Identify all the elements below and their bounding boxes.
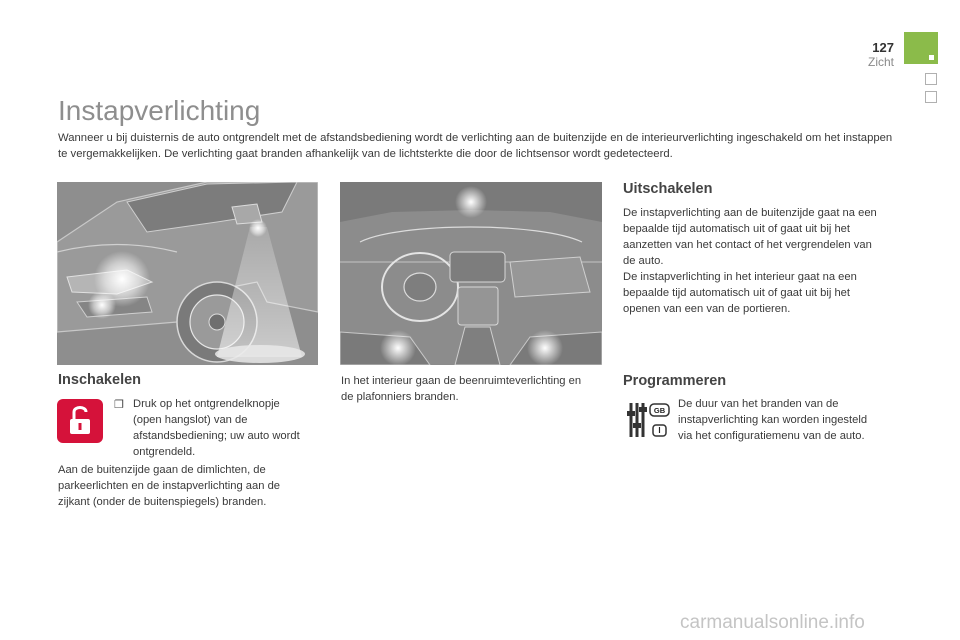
interior-body: In het interieur gaan de beenruimteverlichting en de plafonniers branden. <box>341 375 582 403</box>
watermark: carmanualsonline.info <box>680 612 865 633</box>
inschakelen-bullet-text: Druk op het ontgrendelknopje (open hangslot) van de afstandsbediening; uw auto wordt ontgrendeld. <box>133 398 300 458</box>
page-title: Instapverlichting <box>58 95 261 126</box>
programmeren-body: De duur van het branden van de instapverlichting kan worden ingesteld via het configuratiemenu van de auto. <box>678 398 868 442</box>
page-number: 127 <box>872 40 894 55</box>
gb-badge: GB <box>653 406 666 415</box>
exterior-lighting-illustration <box>57 182 318 365</box>
settings-sliders-icon <box>624 399 672 439</box>
interior-lighting-illustration <box>340 182 602 365</box>
chapter-tab-active[interactable] <box>904 32 938 64</box>
unlock-button-icon <box>57 399 103 443</box>
programmeren-heading: Programmeren <box>623 373 727 389</box>
info-badge: I <box>658 426 661 435</box>
uitschakelen-body-2: De instapverlichting in het interieur gaat na een bepaalde tijd automatisch uit of gaat uit bij het openen van een van de portieren. <box>623 271 857 315</box>
section-label: Zicht <box>867 55 894 69</box>
uitschakelen-heading: Uitschakelen <box>623 181 713 197</box>
inschakelen-heading: Inschakelen <box>58 372 142 388</box>
uitschakelen-body-1: De instapverlichting aan de buitenzijde gaat na een bepaalde tijd automatisch uit of gaat uit bij het aanzetten van het contact of het vergrendelen van de auto. <box>623 207 877 267</box>
chapter-tab[interactable] <box>925 73 937 85</box>
chapter-tab[interactable] <box>925 91 937 103</box>
bullet-marker: ❐ <box>114 399 124 411</box>
intro-paragraph: Wanneer u bij duisternis de auto ontgrendelt met de afstandsbediening wordt de verlichting aan de buitenzijde en de interieurverlichting ingeschakeld om het instappen te vergemakkelijken. De verlichting gaat branden afhankelijk van de lichtsterkte die door de lichtsensor wordt gedetecteerd. <box>58 132 893 160</box>
inschakelen-body: Aan de buitenzijde gaan de dimlichten, de parkeerlichten en de instapverlichting aan de zijkant (onder de buitenspiegels) branden. <box>58 464 281 508</box>
